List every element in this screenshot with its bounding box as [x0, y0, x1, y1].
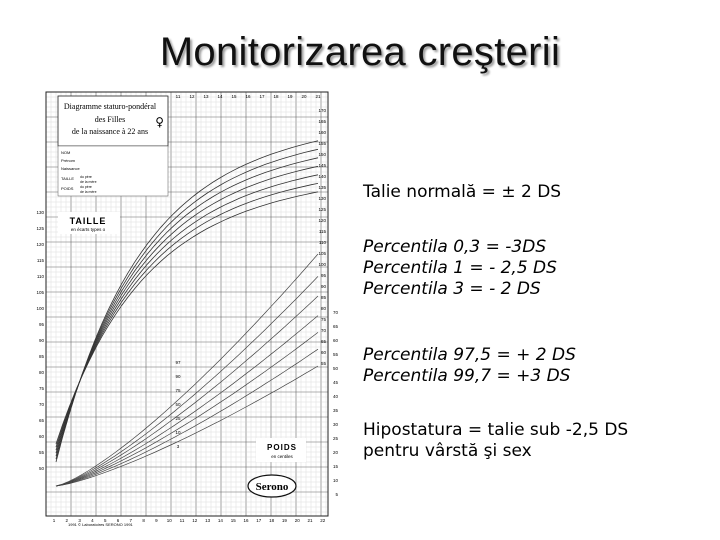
- percentile-997-line: Percentila 99,7 = +3 DS: [363, 366, 571, 386]
- hypostature-line-1: Hipostatura = talie sub -2,5 DS: [363, 420, 629, 440]
- right-weight-tick: 10: [332, 478, 338, 483]
- percentile-03-line: Percentila 0,3 = -3DS: [363, 237, 547, 257]
- right-weight-tick: 50: [332, 366, 338, 371]
- percentile-1-line: Percentila 1 = - 2,5 DS: [363, 258, 557, 278]
- bottom-age-tick: 12: [192, 518, 198, 523]
- chart-header-line-2: des Filles: [94, 115, 126, 124]
- right-weight-tick: 70: [332, 310, 338, 315]
- bottom-age-tick: 5: [103, 518, 107, 523]
- left-height-tick: 55: [38, 450, 44, 455]
- left-height-tick: 75: [38, 386, 44, 391]
- left-height-tick: 90: [38, 338, 44, 343]
- left-height-tick: 85: [38, 354, 44, 359]
- bottom-age-tick: 8: [142, 518, 145, 523]
- chart-form-box: [58, 146, 168, 196]
- hypostature-line-2: pentru vârstă şi sex: [363, 441, 532, 461]
- bottom-age-tick: 13: [205, 518, 211, 523]
- form-field-naissance: Naissance: [61, 166, 80, 171]
- bottom-age-tick: 21: [307, 518, 313, 523]
- right-height-tick: 120: [318, 218, 326, 223]
- left-height-tick: 80: [38, 370, 44, 375]
- bottom-age-tick: 1: [52, 518, 56, 523]
- bottom-age-tick: 4: [91, 518, 94, 523]
- top-age-tick: 14: [217, 94, 223, 99]
- left-height-tick: 50: [38, 466, 44, 471]
- slide-title: Monitorizarea creşterii: [159, 30, 561, 74]
- right-height-tick: 165: [318, 119, 326, 124]
- top-age-tick: 20: [301, 94, 307, 99]
- right-height-tick: 155: [318, 141, 326, 146]
- right-weight-tick: 35: [332, 408, 338, 413]
- top-age-tick: 11: [175, 94, 181, 99]
- centile-label: 75: [175, 388, 181, 393]
- right-height-tick: 145: [318, 163, 326, 168]
- bottom-age-tick: 2: [65, 518, 69, 523]
- right-height-tick: 170: [318, 108, 326, 113]
- bottom-age-tick: 17: [256, 518, 262, 523]
- right-height-tick: 100: [318, 262, 326, 267]
- right-height-tick: 115: [318, 229, 326, 234]
- left-height-tick: 105: [36, 290, 44, 295]
- top-age-tick: 19: [287, 94, 293, 99]
- left-height-tick: 110: [36, 274, 44, 279]
- form-field-taille: TAILLE: [61, 176, 75, 181]
- right-weight-tick: 40: [332, 394, 338, 399]
- left-height-tick: 120: [36, 242, 44, 247]
- top-age-tick: 18: [273, 94, 279, 99]
- right-height-tick: 150: [318, 152, 326, 157]
- taille-label: TAILLE: [69, 216, 107, 226]
- form-sublabel-mother-height: de la mère: [80, 180, 97, 184]
- top-age-tick: 17: [259, 94, 265, 99]
- normal-height-line: Talie normală = ± 2 DS: [363, 182, 562, 202]
- right-height-tick: 160: [318, 130, 326, 135]
- centile-label: 97: [175, 360, 181, 365]
- left-height-tick: 125: [36, 226, 44, 231]
- left-height-tick: 60: [38, 434, 44, 439]
- female-symbol: ♀: [155, 115, 164, 129]
- growth-chart-svg: [28, 84, 340, 530]
- right-height-tick: 95: [320, 273, 326, 278]
- bottom-age-tick: 9: [155, 518, 158, 523]
- percentile-3-line: Percentila 3 = - 2 DS: [363, 279, 541, 299]
- right-weight-tick: 55: [332, 352, 338, 357]
- form-sublabel-mother-weight: de la mère: [80, 190, 97, 194]
- right-height-tick: 110: [318, 240, 326, 245]
- serono-logo-text: Serono: [255, 481, 289, 493]
- right-height-tick: 130: [318, 196, 326, 201]
- right-height-tick: 75: [320, 317, 326, 322]
- left-height-tick: 65: [38, 418, 44, 423]
- percentile-975-line: Percentila 97,5 = + 2 DS: [363, 345, 576, 365]
- bottom-age-tick: 20: [294, 518, 300, 523]
- right-height-tick: 140: [318, 174, 326, 179]
- bottom-age-tick: 10: [166, 518, 172, 523]
- right-height-tick: 65: [320, 339, 326, 344]
- right-height-tick: 135: [318, 185, 326, 190]
- form-field-prenom: Prénom: [61, 158, 76, 163]
- right-height-tick: 125: [318, 207, 326, 212]
- chart-footer-text: 1991 © Laboratoires SERONO 1991: [68, 522, 133, 527]
- left-height-tick: 95: [38, 322, 44, 327]
- left-height-tick: 115: [36, 258, 44, 263]
- right-weight-tick: 60: [332, 338, 338, 343]
- form-field-poids: POIDS: [61, 186, 74, 191]
- centile-label: 50: [175, 402, 181, 407]
- right-weight-tick: 30: [332, 422, 338, 427]
- poids-sublabel: en centiles: [271, 454, 293, 459]
- right-weight-tick: 25: [332, 436, 338, 441]
- centile-label: 3: [176, 444, 180, 449]
- right-height-tick: 60: [320, 350, 326, 355]
- bottom-age-tick: 15: [230, 518, 236, 523]
- right-weight-tick: 5: [335, 492, 338, 497]
- left-height-tick: 130: [36, 210, 44, 215]
- top-age-tick: 13: [203, 94, 209, 99]
- poids-label: POIDS: [267, 443, 297, 452]
- right-height-tick: 90: [320, 284, 326, 289]
- top-age-tick: 16: [245, 94, 251, 99]
- right-weight-tick: 20: [332, 450, 338, 455]
- right-height-tick: 70: [320, 328, 326, 333]
- bottom-age-tick: 19: [281, 518, 287, 523]
- right-height-tick: 105: [318, 251, 326, 256]
- left-height-tick: 100: [36, 306, 44, 311]
- bottom-age-tick: 14: [217, 518, 223, 523]
- growth-chart-image: [28, 84, 340, 530]
- bottom-age-tick: 16: [243, 518, 249, 523]
- chart-header-line-3: de la naissance à 22 ans: [71, 127, 149, 136]
- form-sublabel-father-weight: du père: [80, 185, 92, 189]
- right-height-tick: 55: [320, 361, 326, 366]
- form-field-nom: NOM: [61, 150, 71, 155]
- bottom-age-tick: 3: [78, 518, 81, 523]
- bottom-age-tick: 22: [320, 518, 326, 523]
- left-height-tick: 70: [38, 402, 44, 407]
- right-weight-tick: 45: [332, 380, 338, 385]
- top-age-tick: 15: [231, 94, 237, 99]
- chart-header-line-1: Diagramme staturo-pondéral: [63, 102, 157, 111]
- bottom-age-tick: 7: [129, 518, 133, 523]
- centile-label: 90: [175, 374, 181, 379]
- bottom-age-tick: 6: [116, 518, 120, 523]
- centile-label: 10: [175, 430, 181, 435]
- taille-sublabel: en écarts types o: [70, 227, 106, 232]
- right-weight-tick: 65: [332, 324, 338, 329]
- top-age-tick: 12: [189, 94, 195, 99]
- info-text-block: [363, 182, 703, 462]
- right-weight-tick: 15: [332, 464, 338, 469]
- right-height-tick: 80: [320, 306, 326, 311]
- bottom-age-tick: 11: [179, 518, 185, 523]
- bottom-age-tick: 18: [269, 518, 275, 523]
- right-height-tick: 85: [320, 295, 326, 300]
- form-sublabel-father-height: du père: [80, 175, 92, 179]
- top-age-tick: 21: [315, 94, 321, 99]
- centile-label: 25: [175, 416, 181, 421]
